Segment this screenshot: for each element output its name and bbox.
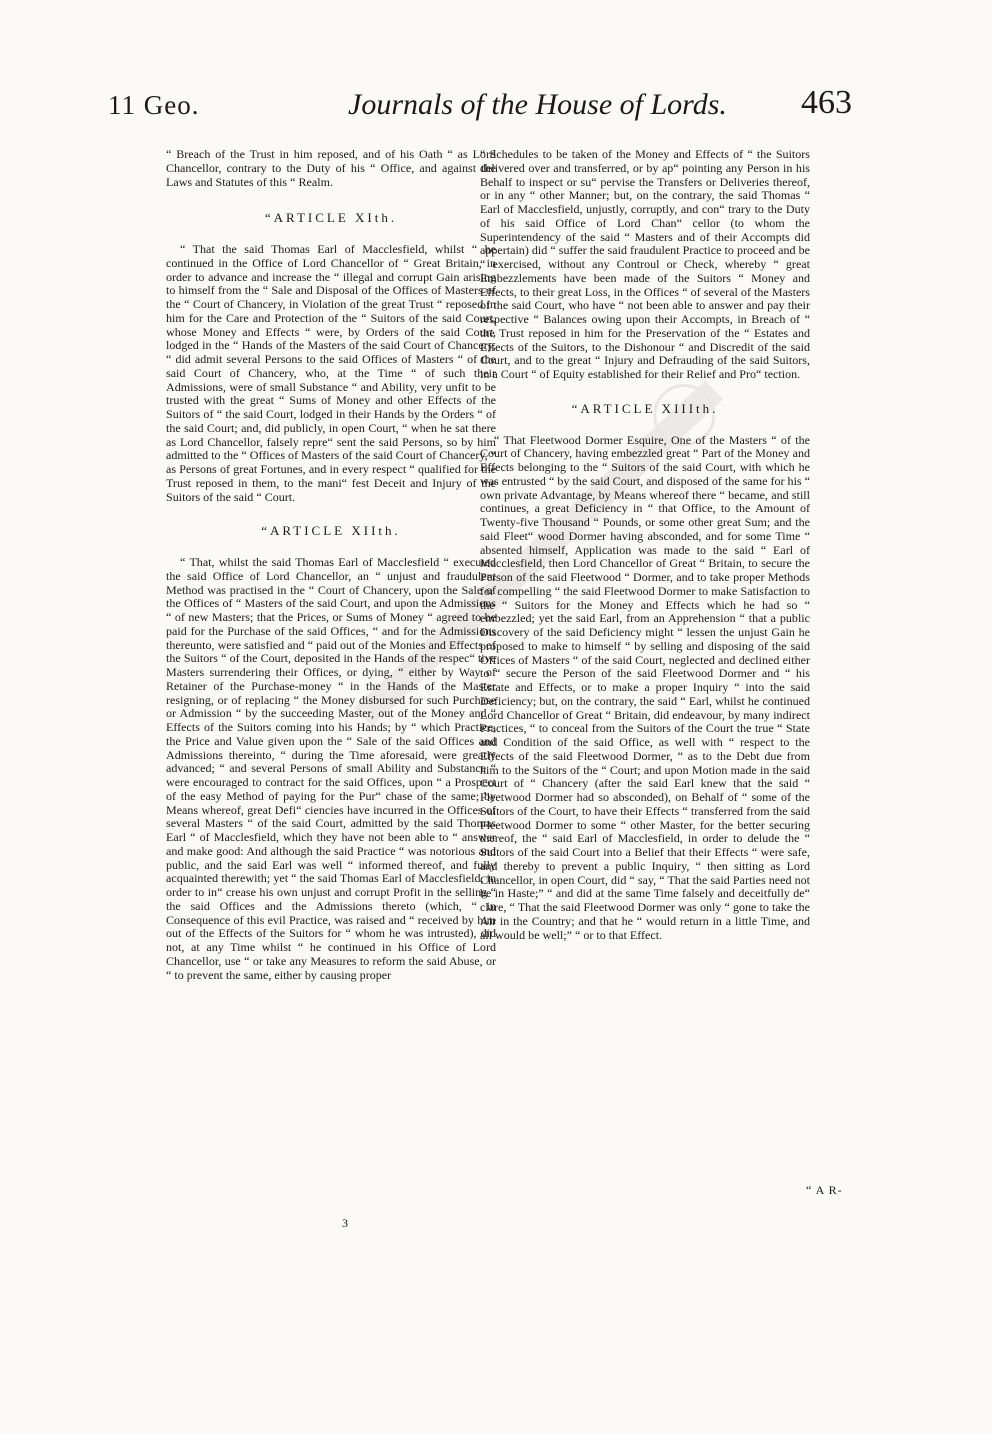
- page-number: 463: [801, 84, 852, 121]
- article-13-text: “ That Fleetwood Dormer Esquire, One of the Masters “ of the Court of Chancery, having embezzled great “ Part of the Money and Effects belonging to the “ Suitors of the said Court, with which he was entrusted “ by the said Court, and disposed of the same for his “ own private Advantage, by Means whereof there “ became, and still continues, a great Deficiency in “ that Office, to the Amount of Twenty-five Thousand “ Pounds, or some other great Sum; and the said Fleet“ wood Dormer having absconded, and for some Time “ absented himself, Application was made to the said “ Earl of Macclesfield, then Lord Chancellor of Great “ Britain, to secure the Person of the said Fleetwood “ Dormer, and to take proper Methods for compelling “ the said Fleetwood Dormer to make Satisfaction to the “ Suitors for the Money and Effects which he had so “ embezzled; yet the said Earl, from an Apprehension “ that a public Discovery of the said Deficiency might “ lessen the unjust Gain he proposed to make to himself “ by selling and disposing of the said Offices of Masters “ of the said Court, neglected and declined either to “ secure the Person of the said Fleetwood Dormer and “ his Estate and Effects, or to make a proper Inquiry “ into the said Deficiency; but, on the contrary, the said “ Earl, whilst he continued Lord Chancellor of Great “ Britain, did endeavour, by many indirect Practices, “ to conceal from the Suitors of the Court the true “ State and Condition of the said Office, as well with “ respect to the Effects of the said Fleetwood Dormer, “ as to the Debt due from him to the Suitors of the “ Court; and upon Motion made in the said Court of “ Chancery (after the said Earl knew that the said “ Fleetwood Dormer had so absconded), on Behalf of “ some of the Suitors of the Court, to have their Effects “ transferred from the said Fleetwood Dormer to some “ other Master, for the better securing thereof, the “ said Earl of Macclesfield, in order to delude the “ Suitors of the said Court into a Belief that their Effects “ were safe, and thereby to prevent a public Inquiry, “ then sitting as Lord Chancellor, in open Court, did “ say, “ That the said Parties need not be in Haste;” “ and did at the same Time falsely and deceitfully de“ clare, “ That the said Fleetwood Dormer was only “ gone to take the Air in the Country; and that he “ would return in a little Time, and all would be well;” “ or to that Effect.: [480, 432, 810, 942]
- article-11-text: “ That the said Thomas Earl of Macclesfield, whilst “ he continued in the Office of Lord Chancellor of “ Great Britain, in order to advance and increase the “ illegal and corrupt Gain arising to himself from the “ Sale and Disposal of the Offices of Masters of the “ Court of Chancery, in Violation of the great Trust “ reposed in him for the Care and Protection of the “ Suitors of the said Court, whose Money and Effects “ were, by Orders of the said Court, lodged in the “ Hands of the Masters of the said Court of Chancery, “ did admit several Persons to the said Offices of Masters “ of the said Court of Chancery, who, at the Time “ of such their Admissions, were of small Substance “ and Ability, very unfit to be trusted with the great “ Sums of Money and other Effects of the Suitors of “ the said Court, lodged in their Hands by the Orders “ of the said Court; and, did publicly, in open Court, “ when he sat there as Lord Chancellor, falsely repre“ sent the said Persons, so by him admitted to the “ Offices of Masters of the said Court of Chancery, “ as Persons of great Fortunes, and in every respect “ qualified for the Trust reposed in them, to the mani“ fest Deceit and Injury of the Suitors of the said “ Court.: [166, 242, 496, 504]
- article-12-continuation: “ Schedules to be taken of the Money and Effects of “ the Suitors delivered over and transferred, or by ap“ pointing any Person in his Behalf to inspect or su“ pervise the Transfers or Deliveries thereof, or in any “ other Manner; but, on the contrary, the said Thomas “ Earl of Macclesfield, unjustly, corruptly, and con“ trary to the Duty of his said Office of Lord Chan“ cellor (to whom the Superintendency of the said “ Masters and of their Accompts did appertain) did “ suffer the said fraudulent Practice to proceed and be “ exercised, without any Controul or Check, whereby “ great Embezzlements have been made of the Suitors “ Money and Effects, to their great Loss, in the Offices “ of several of the Masters of the said Court, who have “ not been able to answer and pay their respective “ Balances owing upon their Accompts, in Breach of “ the Trust reposed in him for the Preservation of the “ Estates and Effects of the Suitors, to the Dishonour “ and Discredit of the said Court, and to the great “ Injury and Defrauding of the said Suitors, in a Court “ of Equity established for their Relief and Pro“ tection.: [480, 147, 810, 381]
- left-column: [166, 148, 496, 982]
- paragraph-continuation: “ Breach of the Trust in him reposed, and of his Oath “ as Lord Chancellor, contrary to the Duty of his “ Office, and against the Laws and Statutes of this “ Realm.: [166, 147, 496, 189]
- article-heading-11: “ARTICLE XIth.: [264, 210, 398, 226]
- catchword: “ A R-: [806, 1183, 843, 1197]
- signature-mark: 3: [342, 1216, 348, 1230]
- journal-title: Journals of the House of Lords.: [348, 88, 727, 121]
- right-column: [480, 148, 810, 942]
- page-header: [108, 84, 852, 128]
- article-heading-13: “ARTICLE XIIIth.: [571, 400, 719, 416]
- article-heading-12: “ARTICLE XIIth.: [261, 523, 401, 539]
- article-12-text: “ That, whilst the said Thomas Earl of Macclesfield “ executed the said Office of Lord Chancellor, an “ unjust and fraudulent Method was practised in the “ Court of Chancery, upon the Sale of the Offices of “ Masters of the said Court, and upon the Admissions “ of new Masters; that the Prices, or Sums of Money “ agreed to be paid for the Purchase of the said Offices, “ and for the Admissions thereunto, were satisfied and “ paid out of the Monies and Effects of the Suitors “ of the Court, deposited in the Hands of the respec“ tive Masters surrendering their Offices, or dying, “ either by Way of Retainer of the Purchase-money “ in the Hands of the Master resigning, or of replacing “ the Money disbursed for such Purchase or Admission “ by the succeeding Master, out of the Money and “ Effects of the Suitors coming into his Hands; by “ which Practice, the Price and Value given upon the “ Sale of the said Offices and Admissions thereinto, “ during the Time aforesaid, were greatly advanced; “ and several Persons of small Ability and Substance “ were encouraged to contract for the said Offices, upon “ a Prospect of the easy Method of paying for the Pur“ chase of the same; by Means whereof, great Defi“ ciencies have incurred in the Offices of several Masters “ of the said Court, admitted by the said Thomas Earl “ of Macclesfield, which they have not been able to “ answer and make good: And although the said Practice “ was notorious and public, and the said Earl was well “ informed thereof, and fully acquainted therewith; yet “ the said Thomas Earl of Macclesfield, in order to in“ crease his own unjust and corrupt Profit in the selling “ the said Offices and the Admissions thereto (which, “ in Consequence of this evil Practice, was raised and “ received by him out of the Effects of the Suitors for “ whom he was intrusted), did not, at any Time whilst “ he continued in his Office of Lord Chancellor, use “ or take any Measures to reform the said Abuse, or “ to prevent the same, either by causing proper: [166, 555, 496, 982]
- regnal-year: 11 Geo.: [108, 90, 200, 120]
